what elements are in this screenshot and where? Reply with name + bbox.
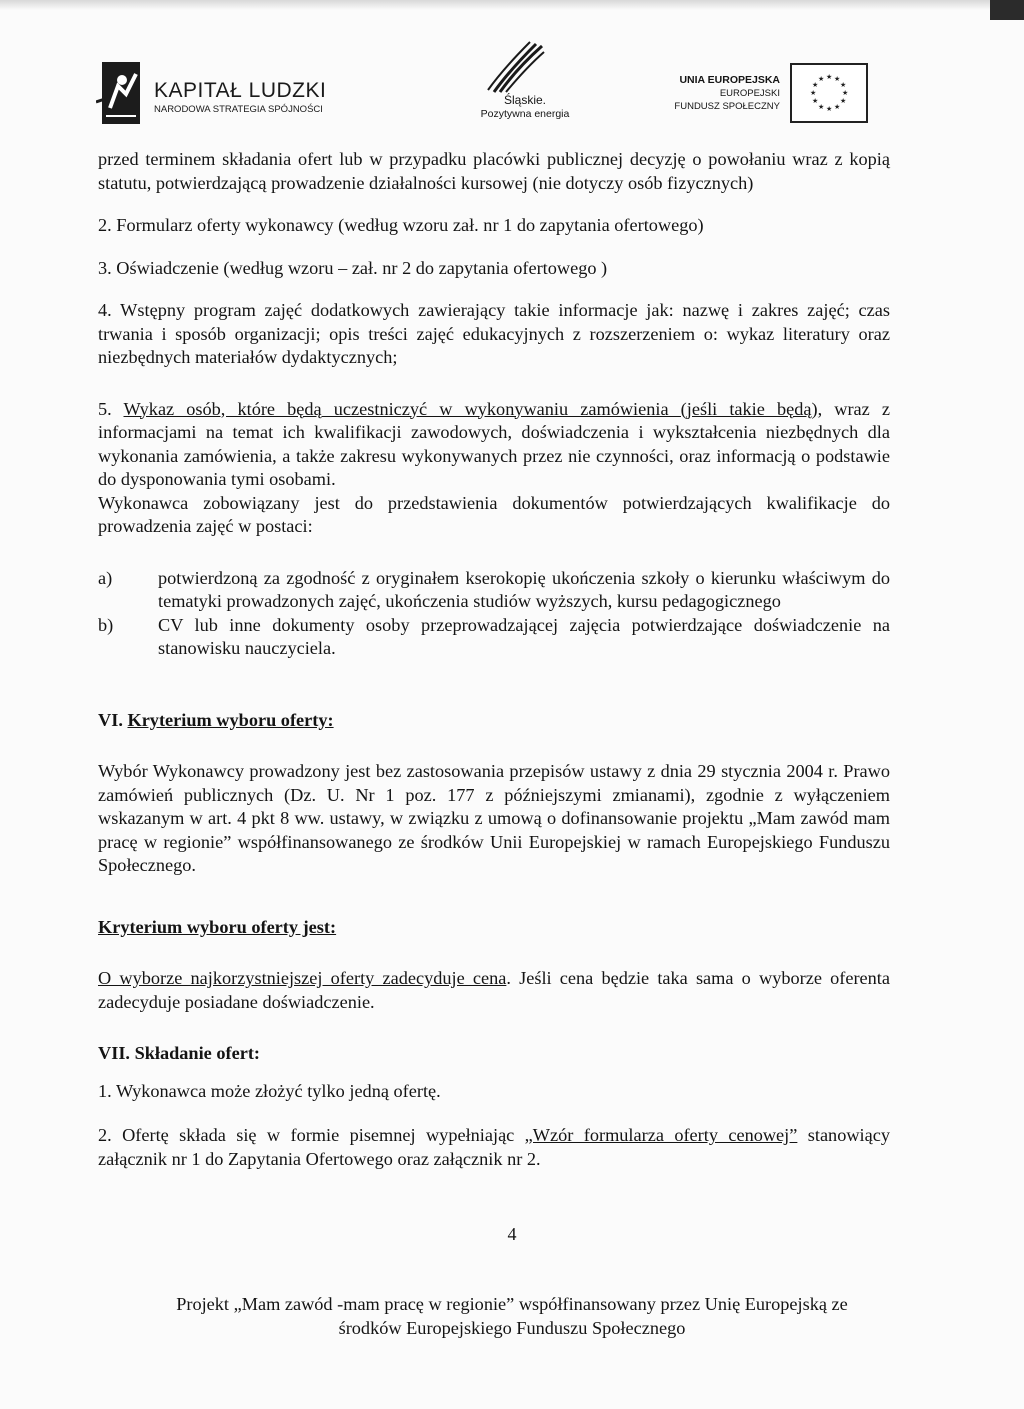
page-header [0,0,1024,140]
eu-fund-label-2: FUNDUSZ SPOŁECZNY [674,101,780,112]
list-item-5 [98,398,890,492]
section-6-number: VI. [98,709,128,730]
section-7-item-2-rest: stanowiący załącznik nr 1 do Zapytania Ofertowego oraz załącznik nr 2. [98,1125,890,1169]
list-item-b [98,614,890,661]
page-number: 4 [507,1224,517,1244]
eu-flag-icon [790,63,868,123]
list-text-a: potwierdzoną za zgodność z oryginałem kserokopię ukończenia szkoły o kierunku właściwym do tematyki prowadzonych zajęć, ukończenia studiów wyższych, kursu pedagogicznego [158,567,890,611]
svg-text:★: ★ [818,75,825,83]
criterion-underlined: O wyborze najkorzystniejszej oferty zadecyduje cena [98,968,507,988]
criterion-paragraph [98,967,890,1014]
svg-text:★: ★ [810,89,817,97]
svg-text:★: ★ [812,81,819,89]
section-6-title: Kryterium wyboru oferty: [127,709,334,730]
svg-text:★: ★ [826,73,833,81]
svg-text:★: ★ [842,89,849,97]
intro-paragraph: przed terminem składania ofert lub w przypadku placówki publicznej decyzję o powołaniu wraz z kopią statutu, potwierdzającą prowadzenie działalności kursowej (nie dotyczy osób fizycznych) [98,149,890,193]
criterion-heading: Kryterium wyboru oferty jest: [98,916,337,937]
page-footer [0,1293,1024,1340]
slaskie-name: Śląskie. [503,93,547,107]
list-item-5-underlined: Wykaz osób, które będą uczestniczyć w wykonywaniu zamówienia (jeśli takie będą) [123,398,818,419]
section-7-item-2-start: 2. Ofertę składa się w formie pisemnej wypełniając [98,1125,525,1145]
section-7-heading: VII. Składanie ofert: [98,1043,260,1063]
slaskie-logo-icon [478,40,548,96]
section-7-item-1: 1. Wykonawca może złożyć tylko jedną ofertę. [98,1080,441,1101]
kapital-ludzki-title: KAPITAŁ LUDZKI [154,79,327,102]
eu-union-label: UNIA EUROPEJSKA [679,74,780,86]
list-item-5-number: 5. [98,398,124,419]
svg-text:★: ★ [826,105,833,113]
svg-text:★: ★ [812,97,819,105]
footer-line-2: środków Europejskiego Funduszu Społecznego [338,1317,686,1338]
svg-text:★: ★ [834,103,841,111]
svg-text:★: ★ [840,81,847,89]
document-body [98,148,890,1171]
footer-line-1: Projekt „Mam zawód -mam pracę w regionie” współfinansowany przez Unię Europejską ze [176,1294,848,1314]
list-item-5-text: , wraz z informacjami na temat ich kwalifikacji zawodowych, doświadczenia i wykształcenia niezbędnych dla wykonania zamówienia, a także zakresu wykonywanych przez nie czynności, oraz informacją o podstawie do dysponowania tymi osobami. [98,398,890,489]
kapital-ludzki-subtitle: NARODOWA STRATEGIA SPÓJNOŚCI [154,104,323,115]
svg-text:★: ★ [840,97,847,105]
svg-text:★: ★ [834,75,841,83]
list-item-3: 3. Oświadczenie (według wzoru – zał. nr 2 do zapytania ofertowego ) [98,257,608,278]
eu-fund-label-1: EUROPEJSKI [719,88,780,99]
kapital-ludzki-logo-icon [96,58,146,128]
slaskie-tagline: Pozytywna energia [480,108,570,120]
list-item-4: 4. Wstępny program zajęć dodatkowych zawierający takie informacje jak: nazwę i zakres zajęć; czas trwania i sposób organizacji; opis treści zajęć edukacyjnych z rozszerzeniem o: wykaz literatury oraz niezbędnych materiałów dydaktycznych; [98,300,890,367]
list-item-a [98,567,890,614]
section-7-item-2 [98,1124,890,1171]
list-item-2: 2. Formularz oferty wykonawcy (według wzoru zał. nr 1 do zapytania ofertowego) [98,215,704,235]
criterion-text: . Jeśli cena będzie taka sama o wyborze oferenta zadecyduje posiadane doświadczenie. [98,968,890,1012]
list-marker-b: b) [98,614,114,635]
section-6-heading [98,709,890,733]
eu-text-block [674,74,780,113]
section-7-item-2-underlined: „Wzór formularza oferty cenowej” [524,1125,798,1145]
section-6-paragraph: Wybór Wykonawcy prowadzony jest bez zastosowania przepisów ustawy z dnia 29 stycznia 2004 r. Prawo zamówień publicznych (Dz. U. Nr 1 poz. 177 z późniejszymi zmianami), zgodnie z wyłączeniem wskazanym w art. 4 pkt 8 ww. ustawy, w związku z umową o dofinansowanie projektu „Mam zawód mam pracę w regionie” współfinansowanego ze środków Unii Europejskiej w ramach Europejskiego Funduszu Społecznego. [98,761,890,875]
svg-text:★: ★ [818,103,825,111]
list-text-b: CV lub inne dokumenty osoby przeprowadzającej zajęcia potwierdzające doświadczenie na stanowisku nauczyciela. [158,614,890,658]
list-marker-a: a) [98,567,113,588]
obligation-paragraph: Wykonawca zobowiązany jest do przedstawienia dokumentów potwierdzających kwalifikacje do prowadzenia zajęć w postaci: [98,492,890,536]
